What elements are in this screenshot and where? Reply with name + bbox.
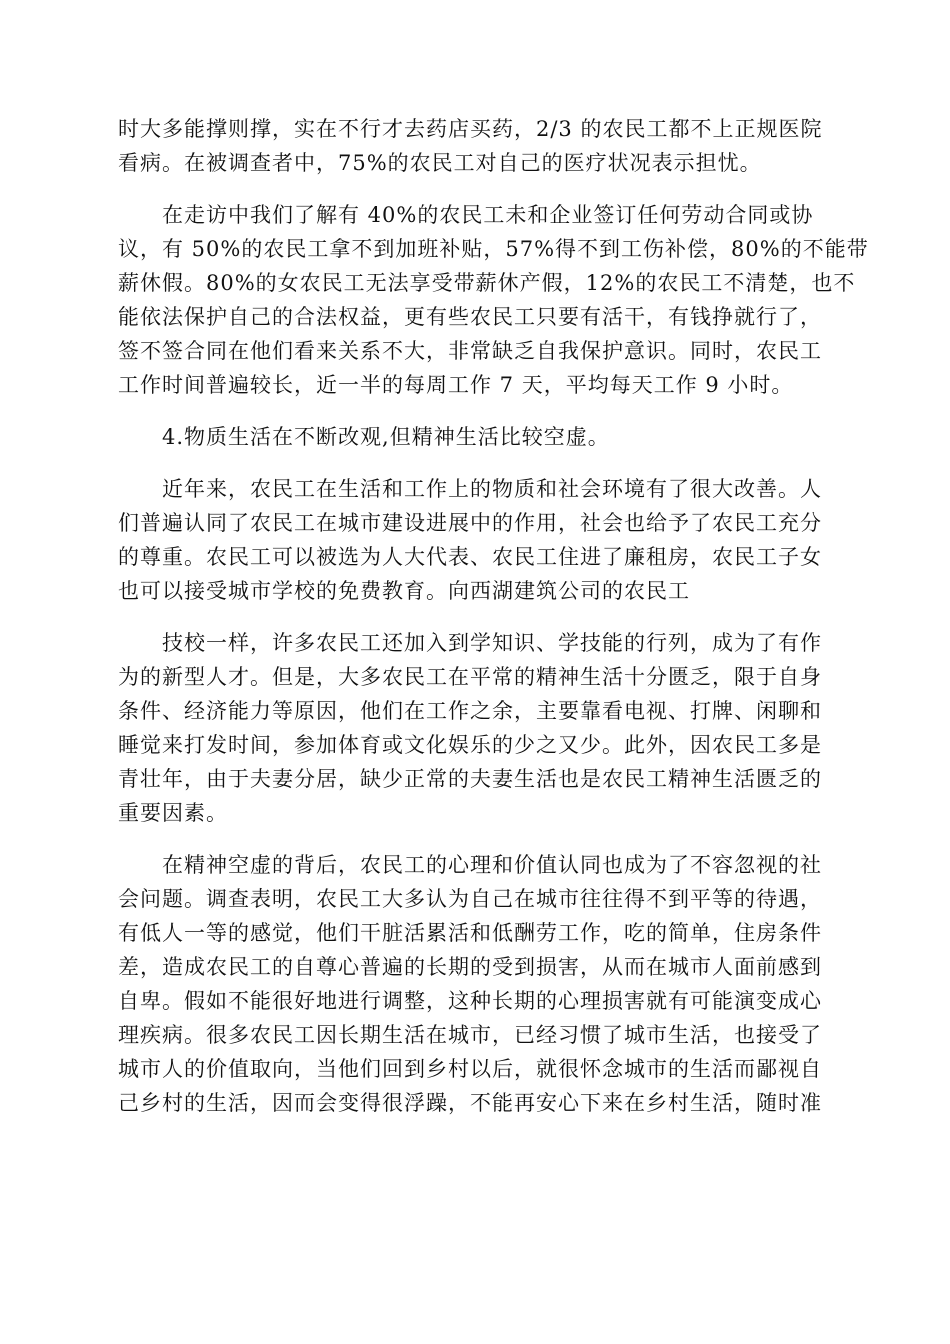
text-line: 城市人的价值取向，当他们回到乡村以后，就很怀念城市的生活而鄙视自 <box>118 1057 822 1081</box>
text-line: 签不签合同在他们看来关系不大，非常缺乏自我保护意识。同时，农民工 <box>118 339 822 363</box>
text-line: 己乡村的生活，因而会变得很浮躁，不能再安心下来在乡村生活，随时准 <box>118 1091 822 1115</box>
text-line: 会问题。调查表明，农民工大多认为自己在城市往往得不到平等的待遇， <box>118 887 822 911</box>
section-heading <box>118 420 832 454</box>
text-line: 在精神空虚的背后，农民工的心理和价值认同也成为了不容忽视的社 <box>162 853 822 877</box>
text-line: 薪休假。80%的女农民工无法享受带薪休产假，12%的农民工不清楚，也不 <box>118 271 856 295</box>
text-line: 能依法保护自己的合法权益，更有些农民工只要有活干，有钱挣就行了， <box>118 305 822 329</box>
text-line: 为的新型人才。但是，大多农民工在平常的精神生活十分匮乏，限于自身 <box>118 665 822 689</box>
text-line: 睡觉来打发时间，参加体育或文化娱乐的少之又少。此外，因农民工多是 <box>118 733 822 757</box>
paragraph-spiritual-life <box>118 626 832 830</box>
paragraph-psychology <box>118 848 832 1120</box>
text-line: 技校一样，许多农民工还加入到学知识、学技能的行列，成为了有作 <box>162 631 822 655</box>
heading-line: 4.物质生活在不断改观,但精神生活比较空虚。 <box>162 425 610 449</box>
text-line: 看病。在被调查者中，75%的农民工对自己的医疗状况表示担忧。 <box>118 151 762 175</box>
text-line: 议，有 50%的农民工拿不到加班补贴，57%得不到工伤补偿，80%的不能带 <box>118 237 869 261</box>
paragraph-medical <box>118 112 832 180</box>
text-line: 时大多能撑则撑，实在不行才去药店买药，2/3 的农民工都不上正规医院 <box>118 117 823 141</box>
text-line: 的尊重。农民工可以被选为人大代表、农民工住进了廉租房，农民工子女 <box>118 545 822 569</box>
text-line: 自卑。假如不能很好地进行调整，这种长期的心理损害就有可能演变成心 <box>118 989 822 1013</box>
text-line: 近年来，农民工在生活和工作上的物质和社会环境有了很大改善。人 <box>162 477 822 501</box>
text-line: 工作时间普遍较长，近一半的每周工作 7 天，平均每天工作 9 小时。 <box>118 373 794 397</box>
text-line: 也可以接受城市学校的免费教育。向西湖建筑公司的农民工 <box>118 579 690 603</box>
text-line: 们普遍认同了农民工在城市建设进展中的作用，社会也给予了农民工充分 <box>118 511 822 535</box>
text-line: 理疾病。很多农民工因长期生活在城市，已经习惯了城市生活，也接受了 <box>118 1023 822 1047</box>
text-line: 差，造成农民工的自尊心普遍的长期的受到损害，从而在城市人面前感到 <box>118 955 822 979</box>
text-line: 重要因素。 <box>118 801 228 825</box>
text-line: 在走访中我们了解有 40%的农民工未和企业签订任何劳动合同或协 <box>162 203 814 227</box>
text-line: 青壮年，由于夫妻分居，缺少正常的夫妻生活也是农民工精神生活匮乏的 <box>118 767 822 791</box>
paragraph-material-life <box>118 472 832 608</box>
text-line: 有低人一等的感觉，他们干脏活累活和低酬劳工作，吃的简单，住房条件 <box>118 921 822 945</box>
text-line: 条件、经济能力等原因，他们在工作之余，主要靠看电视、打牌、闲聊和 <box>118 699 822 723</box>
paragraph-labor-contract <box>118 198 869 402</box>
